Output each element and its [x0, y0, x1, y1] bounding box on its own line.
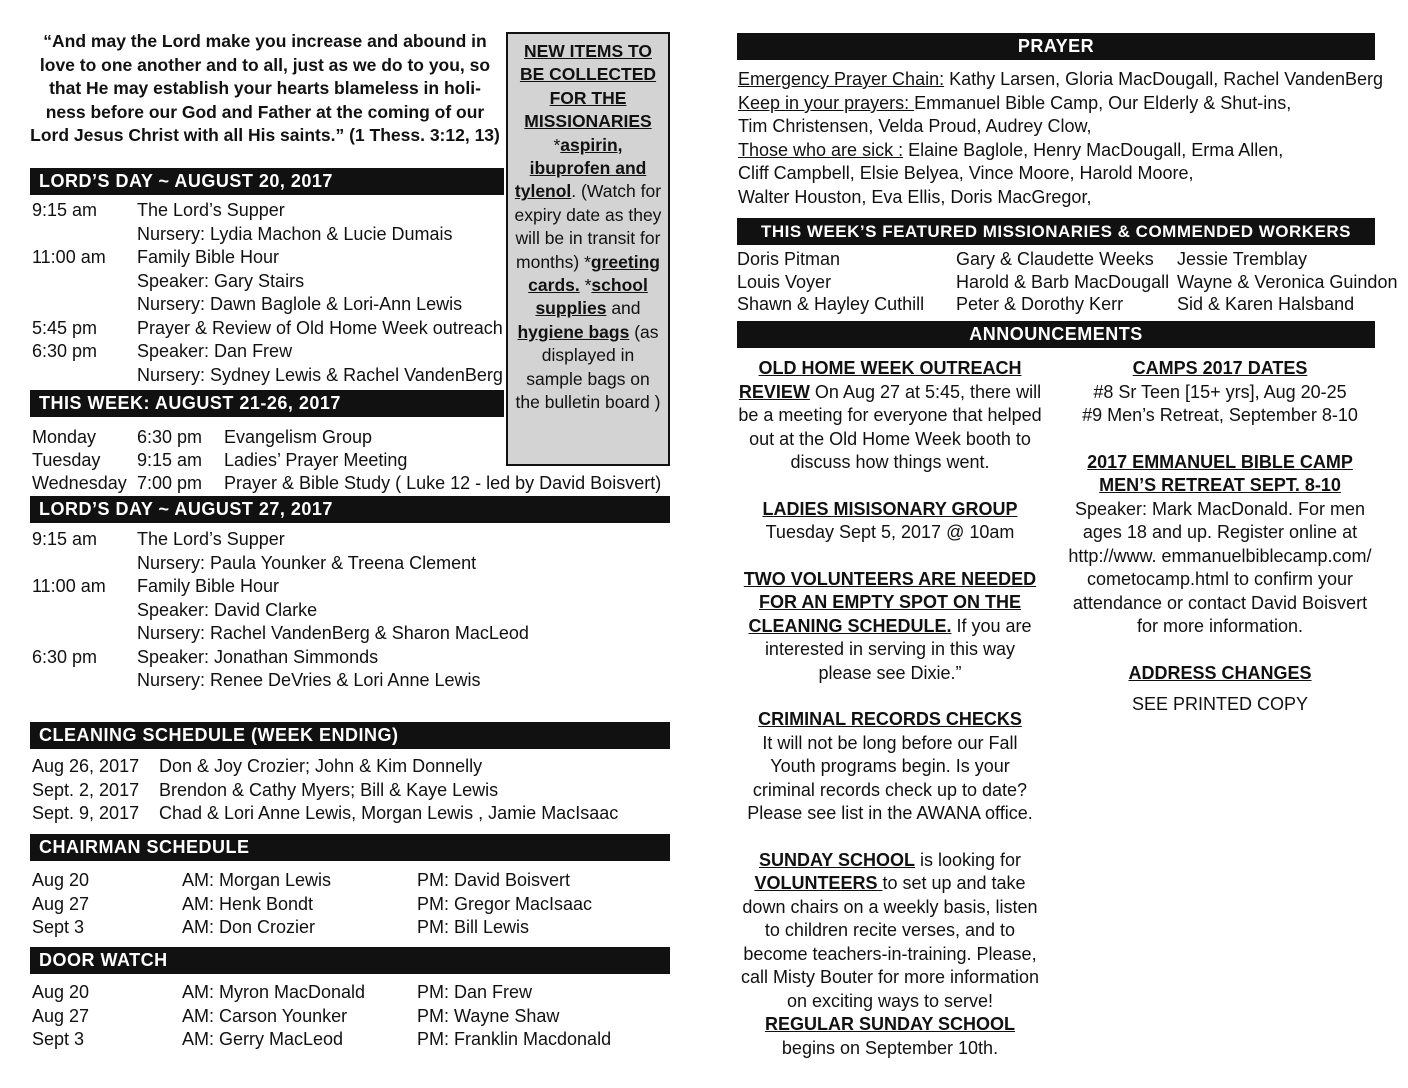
- schedule-time: 11:00 am: [32, 247, 106, 267]
- duty-am: AM: Morgan Lewis: [182, 870, 332, 890]
- duty-date: Aug 20: [32, 870, 90, 890]
- chairman-header: CHAIRMAN SCHEDULE: [30, 834, 670, 861]
- lords-day-2-header: LORD’S DAY ~ AUGUST 27, 2017: [30, 496, 670, 523]
- cleaning-date: Aug 26, 2017: [32, 756, 140, 776]
- duty-am: AM: Myron MacDonald: [182, 982, 366, 1002]
- camps-line-2: #9 Men’s Retreat, September 8-10: [1082, 405, 1358, 425]
- week-time: 7:00 pm: [137, 473, 203, 493]
- duty-date: Sept 3: [32, 917, 85, 937]
- duty-am: AM: Carson Younker: [182, 1005, 348, 1026]
- schedule-item: Speaker: Jonathan Simmonds: [137, 646, 379, 667]
- schedule-item: Nursery: Renee DeVries & Lori Anne Lewis: [137, 670, 481, 690]
- cleaning-names: Brendon & Cathy Myers; Bill & Kaye Lewis: [159, 779, 499, 800]
- address-changes-text: SEE PRINTED COPY: [1131, 694, 1309, 714]
- new-items-box: [506, 32, 670, 466]
- schedule-item: The Lord’s Supper: [137, 200, 285, 220]
- crc-text: It will not be long before our Fall Youth programs begin. Is your criminal records check up to date? Please see list in the AWANA office.: [747, 732, 1033, 823]
- missionary-name: Wayne & Veronica Guindon: [1177, 271, 1398, 292]
- prayer-line-2: Keep in your prayers: Emmanuel Bible Camp, Our Elderly & Shut-ins,: [738, 93, 1292, 113]
- schedule-time: 6:30 pm: [32, 646, 98, 667]
- week-event: Ladies’ Prayer Meeting: [224, 450, 408, 470]
- cleaning-names: Don & Joy Crozier; John & Kim Donnelly: [159, 756, 483, 776]
- camps-line-1: #8 Sr Teen [15+ yrs], Aug 20-25: [1093, 381, 1347, 402]
- schedule-item: The Lord’s Supper: [137, 529, 285, 549]
- new-item-school: school supplies: [535, 275, 648, 319]
- schedule-time: 6:30 pm: [32, 341, 98, 361]
- week-day: Tuesday: [32, 450, 101, 470]
- missionary-name: Jessie Tremblay: [1177, 249, 1308, 269]
- cleaning-names: Chad & Lori Anne Lewis, Morgan Lewis , Jamie MacIsaac: [159, 803, 619, 823]
- ohw-announcement: OLD HOME WEEK OUTREACH REVIEW On Aug 27 at 5:45, there will be a meeting for everyone that helped out at the Old Home Week booth to discuss how things went.: [738, 358, 1042, 472]
- volunteers-announcement: TWO VOLUNTEERS ARE NEEDED FOR AN EMPTY SPOT ON THE CLEANING SCHEDULE. If you are interested in serving in this way please see Dixie.”: [743, 568, 1037, 683]
- announcements-header: ANNOUNCEMENTS: [737, 321, 1375, 348]
- regular-sunday-school: REGULAR SUNDAY SCHOOL begins on September 10th.: [764, 1014, 1016, 1058]
- duty-am: AM: Gerry MacLeod: [182, 1029, 344, 1049]
- duty-date: Sept 3: [32, 1029, 85, 1049]
- week-time: 6:30 pm: [137, 427, 203, 447]
- new-item-cards: greeting cards.: [528, 251, 660, 296]
- duty-pm: PM: Dan Frew: [417, 982, 533, 1002]
- schedule-time: 5:45 pm: [32, 317, 98, 338]
- scripture-quote: “And may the Lord make you increase and abound in love to one another and to all, just as we do to you, so that He may establish your hearts blameless in holi-ness before our God and Father at the coming of our Lord Jesus Christ with all His saints.” (1 Thess. 3:12, 13): [30, 31, 500, 145]
- missionary-name: Louis Voyer: [737, 271, 832, 292]
- duty-pm: PM: Bill Lewis: [417, 917, 530, 937]
- missionary-name: Gary & Claudette Weeks: [956, 249, 1154, 269]
- new-items-body: *aspirin, ibuprofen and tylenol. (Watch for expiry date as they will be in transit for months) *greeting cards. *school supplies and hygiene bags (as displayed in sample bags on the bulletin board ): [514, 134, 662, 413]
- lords-day-1-header: LORD’S DAY ~ AUGUST 20, 2017: [30, 168, 504, 195]
- schedule-item: Speaker: Gary Stairs: [137, 270, 305, 291]
- ladies-title: LADIES MISISONARY GROUP: [762, 498, 1018, 519]
- ebc-title: 2017 EMMANUEL BIBLE CAMP MEN’S RETREAT SEPT. 8-10: [1087, 451, 1353, 495]
- schedule-item: Nursery: Lydia Machon & Lucie Dumais: [137, 223, 453, 244]
- duty-pm: PM: David Boisvert: [417, 870, 571, 890]
- schedule-item: Speaker: Dan Frew: [137, 341, 293, 361]
- duty-date: Aug 27: [32, 893, 90, 914]
- cleaning-date: Sept. 2, 2017: [32, 779, 140, 800]
- week-event: Prayer & Bible Study ( Luke 12 - led by David Boisvert): [224, 473, 662, 493]
- schedule-item: Speaker: David Clarke: [137, 599, 318, 620]
- duty-am: AM: Don Crozier: [182, 917, 316, 937]
- sunday-school-announcement: SUNDAY SCHOOL is looking for VOLUNTEERS to set up and take down chairs on a weekly basis, listen to children recite verses, and to become teachers-in-training. Please, call Misty Bouter for more information on exciting ways to serve!: [740, 849, 1040, 1011]
- week-event: Evangelism Group: [224, 427, 373, 447]
- cleaning-header: CLEANING SCHEDULE (WEEK ENDING): [30, 722, 670, 749]
- new-item-medicine: aspirin, ibuprofen and tylenol: [514, 134, 647, 202]
- ebc-text: Speaker: Mark MacDonald. For men ages 18 and up. Register online at http://www. emmanuelbiblecamp.com/ cometocamp.html to confirm your attendance or contact David Boisvert for more information.: [1068, 498, 1372, 636]
- schedule-time: 9:15 am: [32, 200, 98, 220]
- missionary-name: Harold & Barb MacDougall: [956, 271, 1170, 292]
- schedule-time: 11:00 am: [32, 576, 106, 596]
- prayer-line-6: Walter Houston, Eva Ellis, Doris MacGregor,: [738, 187, 1092, 207]
- week-day: Wednesday: [32, 473, 127, 493]
- prayer-line-4: Those who are sick : Elaine Baglole, Henry MacDougall, Erma Allen,: [738, 140, 1284, 160]
- schedule-item: Nursery: Sydney Lewis & Rachel VandenBerg: [137, 364, 503, 385]
- missionary-name: Doris Pitman: [737, 249, 841, 269]
- ladies-text: Tuesday Sept 5, 2017 @ 10am: [765, 522, 1015, 542]
- address-changes-title: ADDRESS CHANGES: [1128, 662, 1312, 683]
- schedule-item: Nursery: Paula Younker & Treena Clement: [137, 552, 477, 573]
- prayer-header: PRAYER: [737, 33, 1375, 60]
- week-time: 9:15 am: [137, 450, 203, 470]
- missionary-name: Shawn & Hayley Cuthill: [737, 294, 925, 314]
- duty-date: Aug 20: [32, 982, 90, 1002]
- this-week-header: THIS WEEK: AUGUST 21-26, 2017: [30, 390, 504, 417]
- week-day: Monday: [32, 427, 97, 447]
- prayer-line-1: Emergency Prayer Chain: Kathy Larsen, Gloria MacDougall, Rachel VandenBerg: [738, 69, 1384, 89]
- duty-pm: PM: Gregor MacIsaac: [417, 893, 593, 914]
- schedule-item: Nursery: Dawn Baglole & Lori-Ann Lewis: [137, 294, 463, 314]
- missionary-name: Peter & Dorothy Kerr: [956, 294, 1124, 314]
- prayer-line-3: Tim Christensen, Velda Proud, Audrey Clow,: [738, 116, 1092, 136]
- missionaries-header: THIS WEEK’S FEATURED MISSIONARIES & COMMENDED WORKERS: [737, 218, 1375, 245]
- new-item-hygiene: hygiene bags: [517, 321, 630, 342]
- prayer-line-5: Cliff Campbell, Elsie Belyea, Vince Moore, Harold Moore,: [738, 163, 1194, 183]
- schedule-item: Family Bible Hour: [137, 576, 280, 596]
- crc-title: CRIMINAL RECORDS CHECKS: [758, 709, 1022, 729]
- camps-title: CAMPS 2017 DATES: [1132, 358, 1308, 378]
- duty-pm: PM: Wayne Shaw: [417, 1005, 560, 1026]
- announcements-right: [1066, 357, 1374, 717]
- duty-date: Aug 27: [32, 1005, 90, 1026]
- duty-pm: PM: Franklin Macdonald: [417, 1029, 612, 1049]
- missionary-name: Sid & Karen Halsband: [1177, 294, 1355, 314]
- door-watch-header: DOOR WATCH: [30, 947, 670, 974]
- announcements-left: [738, 357, 1042, 1060]
- schedule-item: Nursery: Rachel VandenBerg & Sharon MacLeod: [137, 623, 529, 643]
- schedule-item: Family Bible Hour: [137, 247, 280, 267]
- schedule-time: 9:15 am: [32, 529, 98, 549]
- cleaning-date: Sept. 9, 2017: [32, 803, 140, 823]
- schedule-item: Prayer & Review of Old Home Week outreach: [137, 317, 503, 338]
- new-items-title: NEW ITEMS TO BE COLLECTED FOR THE MISSIONARIES: [519, 41, 657, 132]
- duty-am: AM: Henk Bondt: [182, 893, 314, 914]
